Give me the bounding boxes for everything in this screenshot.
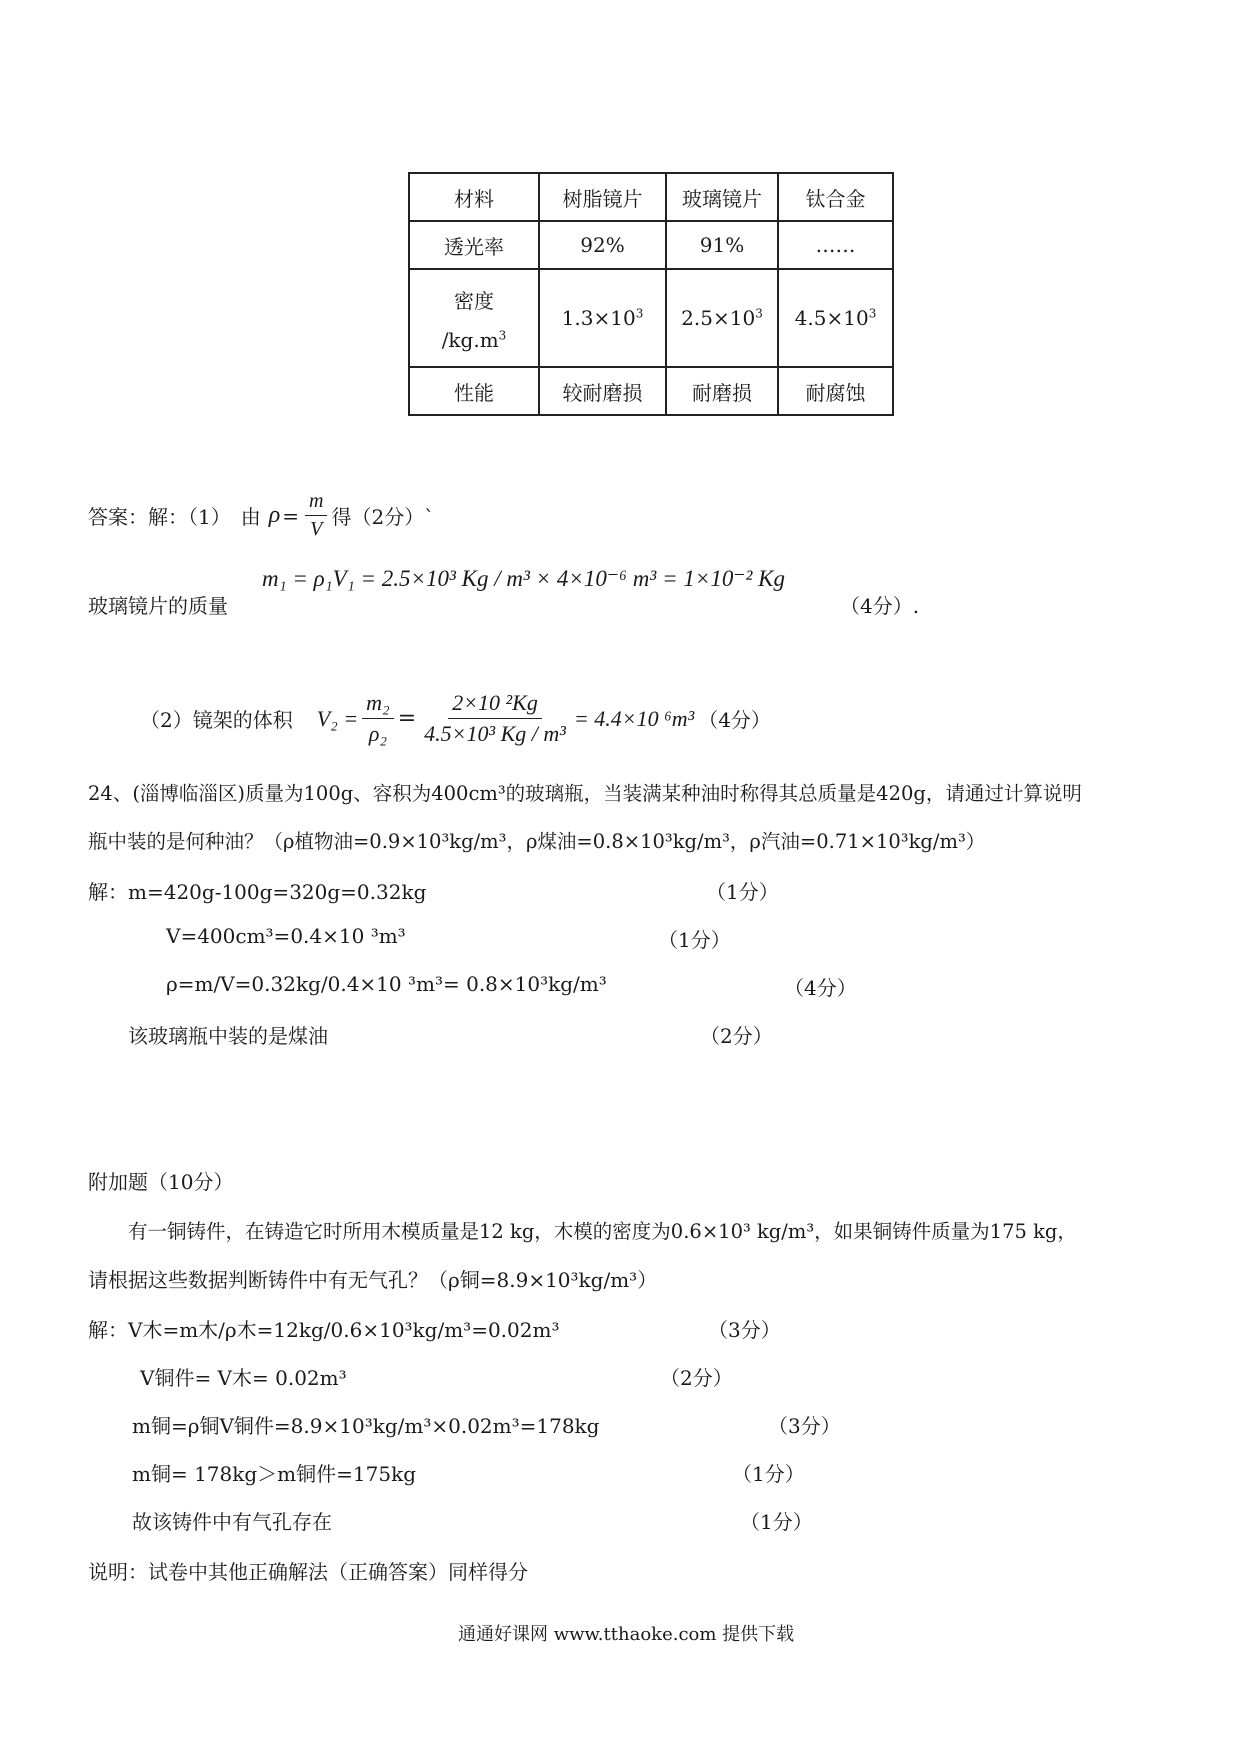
bonus-score-2: （2分）	[660, 1366, 733, 1390]
bonus-title: 附加题（10分）	[88, 1170, 234, 1194]
table-cell: $2.5\times 10^3$	[666, 269, 778, 367]
table-cell: 性能	[409, 367, 539, 415]
q24-step-1: 解：m=420g-100g=320g=0.32kg	[88, 880, 427, 904]
bonus-score-3: （3分）	[768, 1414, 841, 1438]
bonus-step-1: 解：V木=m木/ρ木=12kg/0.6×10³kg/m³=0.02m³	[88, 1318, 560, 1342]
material-table	[408, 172, 894, 416]
table-cell	[409, 269, 539, 367]
table-row	[409, 269, 893, 367]
table-cell: 树脂镜片	[539, 173, 666, 221]
table-cell: 较耐磨损	[539, 367, 666, 415]
table-cell: 91%	[666, 221, 778, 269]
mass-label: 玻璃镜片的质量	[88, 594, 228, 618]
table-cell: 玻璃镜片	[666, 173, 778, 221]
bonus-step-5: 故该铸件中有气孔存在	[132, 1510, 332, 1534]
frame-volume-line: （2）镜架的体积 V₂ = $\frac{\text{m₂}}{\text{ρ₂}}$ = $\frac{\text{2×10 ²Kg}}{\text{4.5×10³ Kg / m³}}$ = 4.4×10 ⁶m³ （4分）	[140, 690, 771, 746]
volume-fraction-symbolic: $\frac{\text{m₂}}{\text{ρ₂}}$	[362, 690, 394, 747]
q24-score-1: （1分）	[706, 880, 779, 904]
mass-formula: m₁ = ρ₁V₁ = 2.5×10³ Kg / m³ × 4×10⁻⁶ m³ = 1×10⁻² Kg	[262, 566, 785, 591]
footer-text: 通通好课网 www.tthaoke.com 提供下载	[458, 1624, 795, 1645]
table-cell: 92%	[539, 221, 666, 269]
table-header-row	[409, 173, 893, 221]
bonus-step-3: m铜=ρ铜V铜件=8.9×10³kg/m³×0.02m³=178kg	[132, 1414, 600, 1438]
density-fraction: $\frac{m}{V}$	[305, 490, 327, 541]
bonus-score-4: （1分）	[732, 1462, 805, 1486]
table-cell: 耐腐蚀	[778, 367, 893, 415]
table-cell: ……	[778, 221, 893, 269]
bonus-score-5: （1分）	[740, 1510, 813, 1534]
q24-score-2: （1分）	[658, 928, 731, 952]
table-row	[409, 221, 893, 269]
bonus-line-1: 有一铜铸件，在铸造它时所用木模质量是12 kg，木模的密度为0.6×10³ kg/m³，如果铜铸件质量为175 kg，	[128, 1220, 1077, 1243]
table-cell: $4.5\times 10^3$	[778, 269, 893, 367]
table-cell: 材料	[409, 173, 539, 221]
q24-step-2: V=400cm³=0.4×10 ³m³	[166, 924, 406, 948]
q24-score-4: （2分）	[700, 1024, 773, 1048]
bonus-score-1: （3分）	[708, 1318, 781, 1342]
mass-score: （4分）.	[840, 594, 920, 618]
q24-line-2: 瓶中装的是何种油？（ρ植物油=0.9×10³kg/m³，ρ煤油=0.8×10³kg/m³，ρ汽油=0.71×10³kg/m³）	[88, 830, 986, 853]
bonus-step-4: m铜= 178kg＞m铜件=175kg	[132, 1462, 416, 1486]
table-cell: $1.3\times 10^3$	[539, 269, 666, 367]
q24-line-1: 24、(淄博临淄区)质量为100g、容积为400cm³的玻璃瓶，当装满某种油时称得其总质量是420g，请通过计算说明	[88, 782, 1082, 805]
volume-fraction-numeric: $\frac{\text{2×10 ²Kg}}{\text{4.5×10³ Kg / m³}}$	[424, 690, 566, 746]
q24-step-3: ρ=m/V=0.32kg/0.4×10 ³m³= 0.8×10³kg/m³	[166, 972, 607, 996]
bonus-line-2: 请根据这些数据判断铸件中有无气孔？（ρ铜=8.9×10³kg/m³）	[88, 1268, 658, 1292]
table-cell: 耐磨损	[666, 367, 778, 415]
answer-line-1: 答案：解：（1） 由 ρ = $\frac{m}{V}$ 得（2分）`	[88, 490, 435, 540]
table-cell: 钛合金	[778, 173, 893, 221]
grading-note: 说明：试卷中其他正确解法（正确答案）同样得分	[88, 1560, 528, 1584]
table-row	[409, 367, 893, 415]
bonus-step-2: V铜件= V木= 0.02m³	[140, 1366, 347, 1390]
density-unit: $/kg.m^3$	[441, 327, 507, 352]
q24-step-4: 该玻璃瓶中装的是煤油	[128, 1024, 328, 1048]
table-cell: 透光率	[409, 221, 539, 269]
q24-score-3: （4分）	[784, 976, 857, 1000]
density-label: 密度	[454, 288, 494, 313]
